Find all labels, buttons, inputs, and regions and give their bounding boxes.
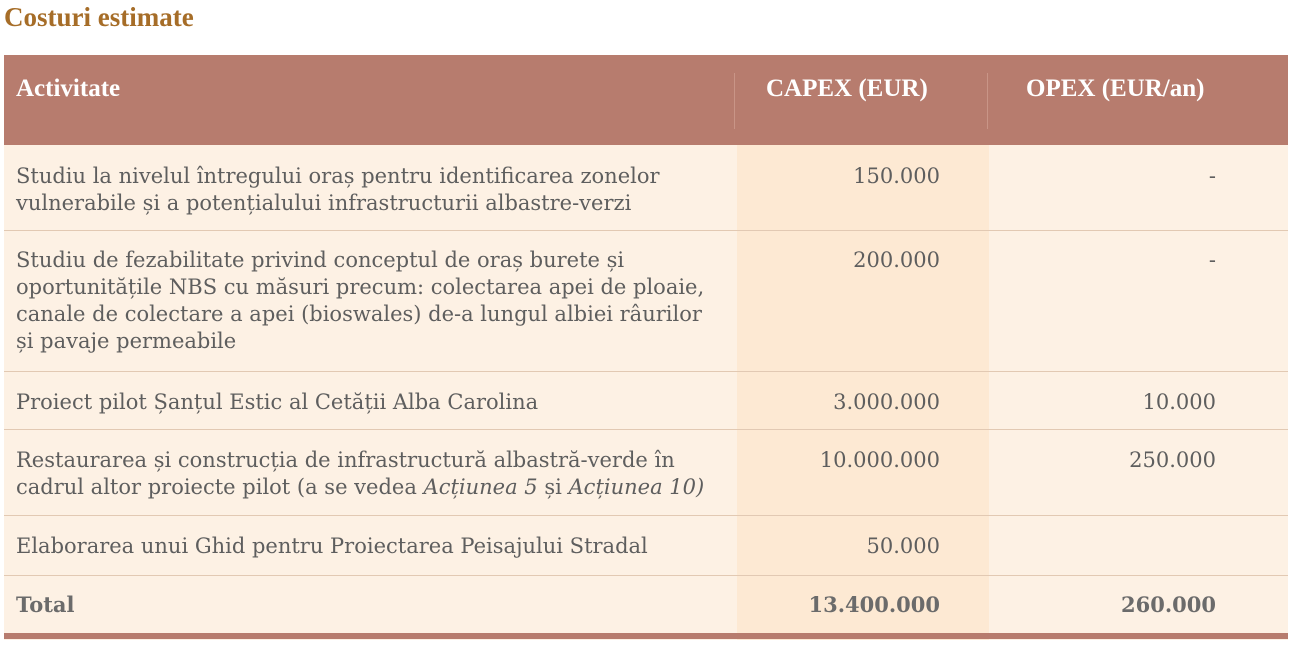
activity-text: Restaurarea și construcția de infrastructură albastră-verde în cadrul altor proiecte pilot (a se vedea	[16, 448, 675, 499]
opex-cell: 10.000	[1142, 390, 1216, 414]
header-divider	[734, 73, 735, 129]
header-capex: CAPEX (EUR)	[766, 75, 928, 102]
activity-cell: Elaborarea unui Ghid pentru Proiectarea Peisajului Stradal	[16, 534, 648, 558]
table-header	[4, 55, 1288, 145]
total-row	[4, 576, 1288, 633]
section-title: Costuri estimate	[4, 2, 194, 32]
activity-cell: Studiu de fezabilitate privind conceptul de oraș burete și oportunitățile NBS cu măsuri precum: colectarea apei de ploaie, canale de colectare a apei (bioswales) de-a lungul albiei râurilor și pavaje permeabile	[16, 248, 705, 353]
capex-cell: 50.000	[866, 534, 940, 558]
table-row	[4, 231, 1288, 372]
header-activity: Activitate	[16, 75, 121, 102]
capex-cell: 200.000	[853, 248, 940, 272]
header-divider	[987, 73, 988, 129]
activity-cell	[16, 447, 726, 501]
activity-link-ref: Acțiunea 10)	[568, 475, 705, 499]
total-label: Total	[16, 592, 75, 617]
total-capex: 13.400.000	[808, 592, 940, 617]
table-row	[4, 516, 1288, 576]
opex-cell: 250.000	[1129, 448, 1216, 472]
activity-link-ref: Acțiunea 5	[423, 475, 538, 499]
cost-table	[4, 55, 1288, 640]
table-row	[4, 372, 1288, 430]
table-row	[4, 145, 1288, 231]
total-opex: 260.000	[1121, 592, 1216, 617]
opex-cell: -	[1208, 164, 1216, 188]
activity-cell: Studiu la nivelul întregului oraș pentru identificarea zonelor vulnerabile și a potențialului infrastructurii albastre-verzi	[16, 164, 660, 215]
capex-cell: 3.000.000	[833, 390, 940, 414]
capex-cell: 10.000.000	[819, 448, 940, 472]
activity-text: și	[537, 475, 569, 499]
activity-cell: Proiect pilot Șanțul Estic al Cetății Alba Carolina	[16, 390, 539, 414]
header-opex: OPEX (EUR/an)	[1026, 75, 1205, 102]
opex-cell: -	[1208, 248, 1216, 272]
table-row	[4, 430, 1288, 516]
capex-cell: 150.000	[853, 164, 940, 188]
table-bottom-rule	[4, 633, 1288, 639]
